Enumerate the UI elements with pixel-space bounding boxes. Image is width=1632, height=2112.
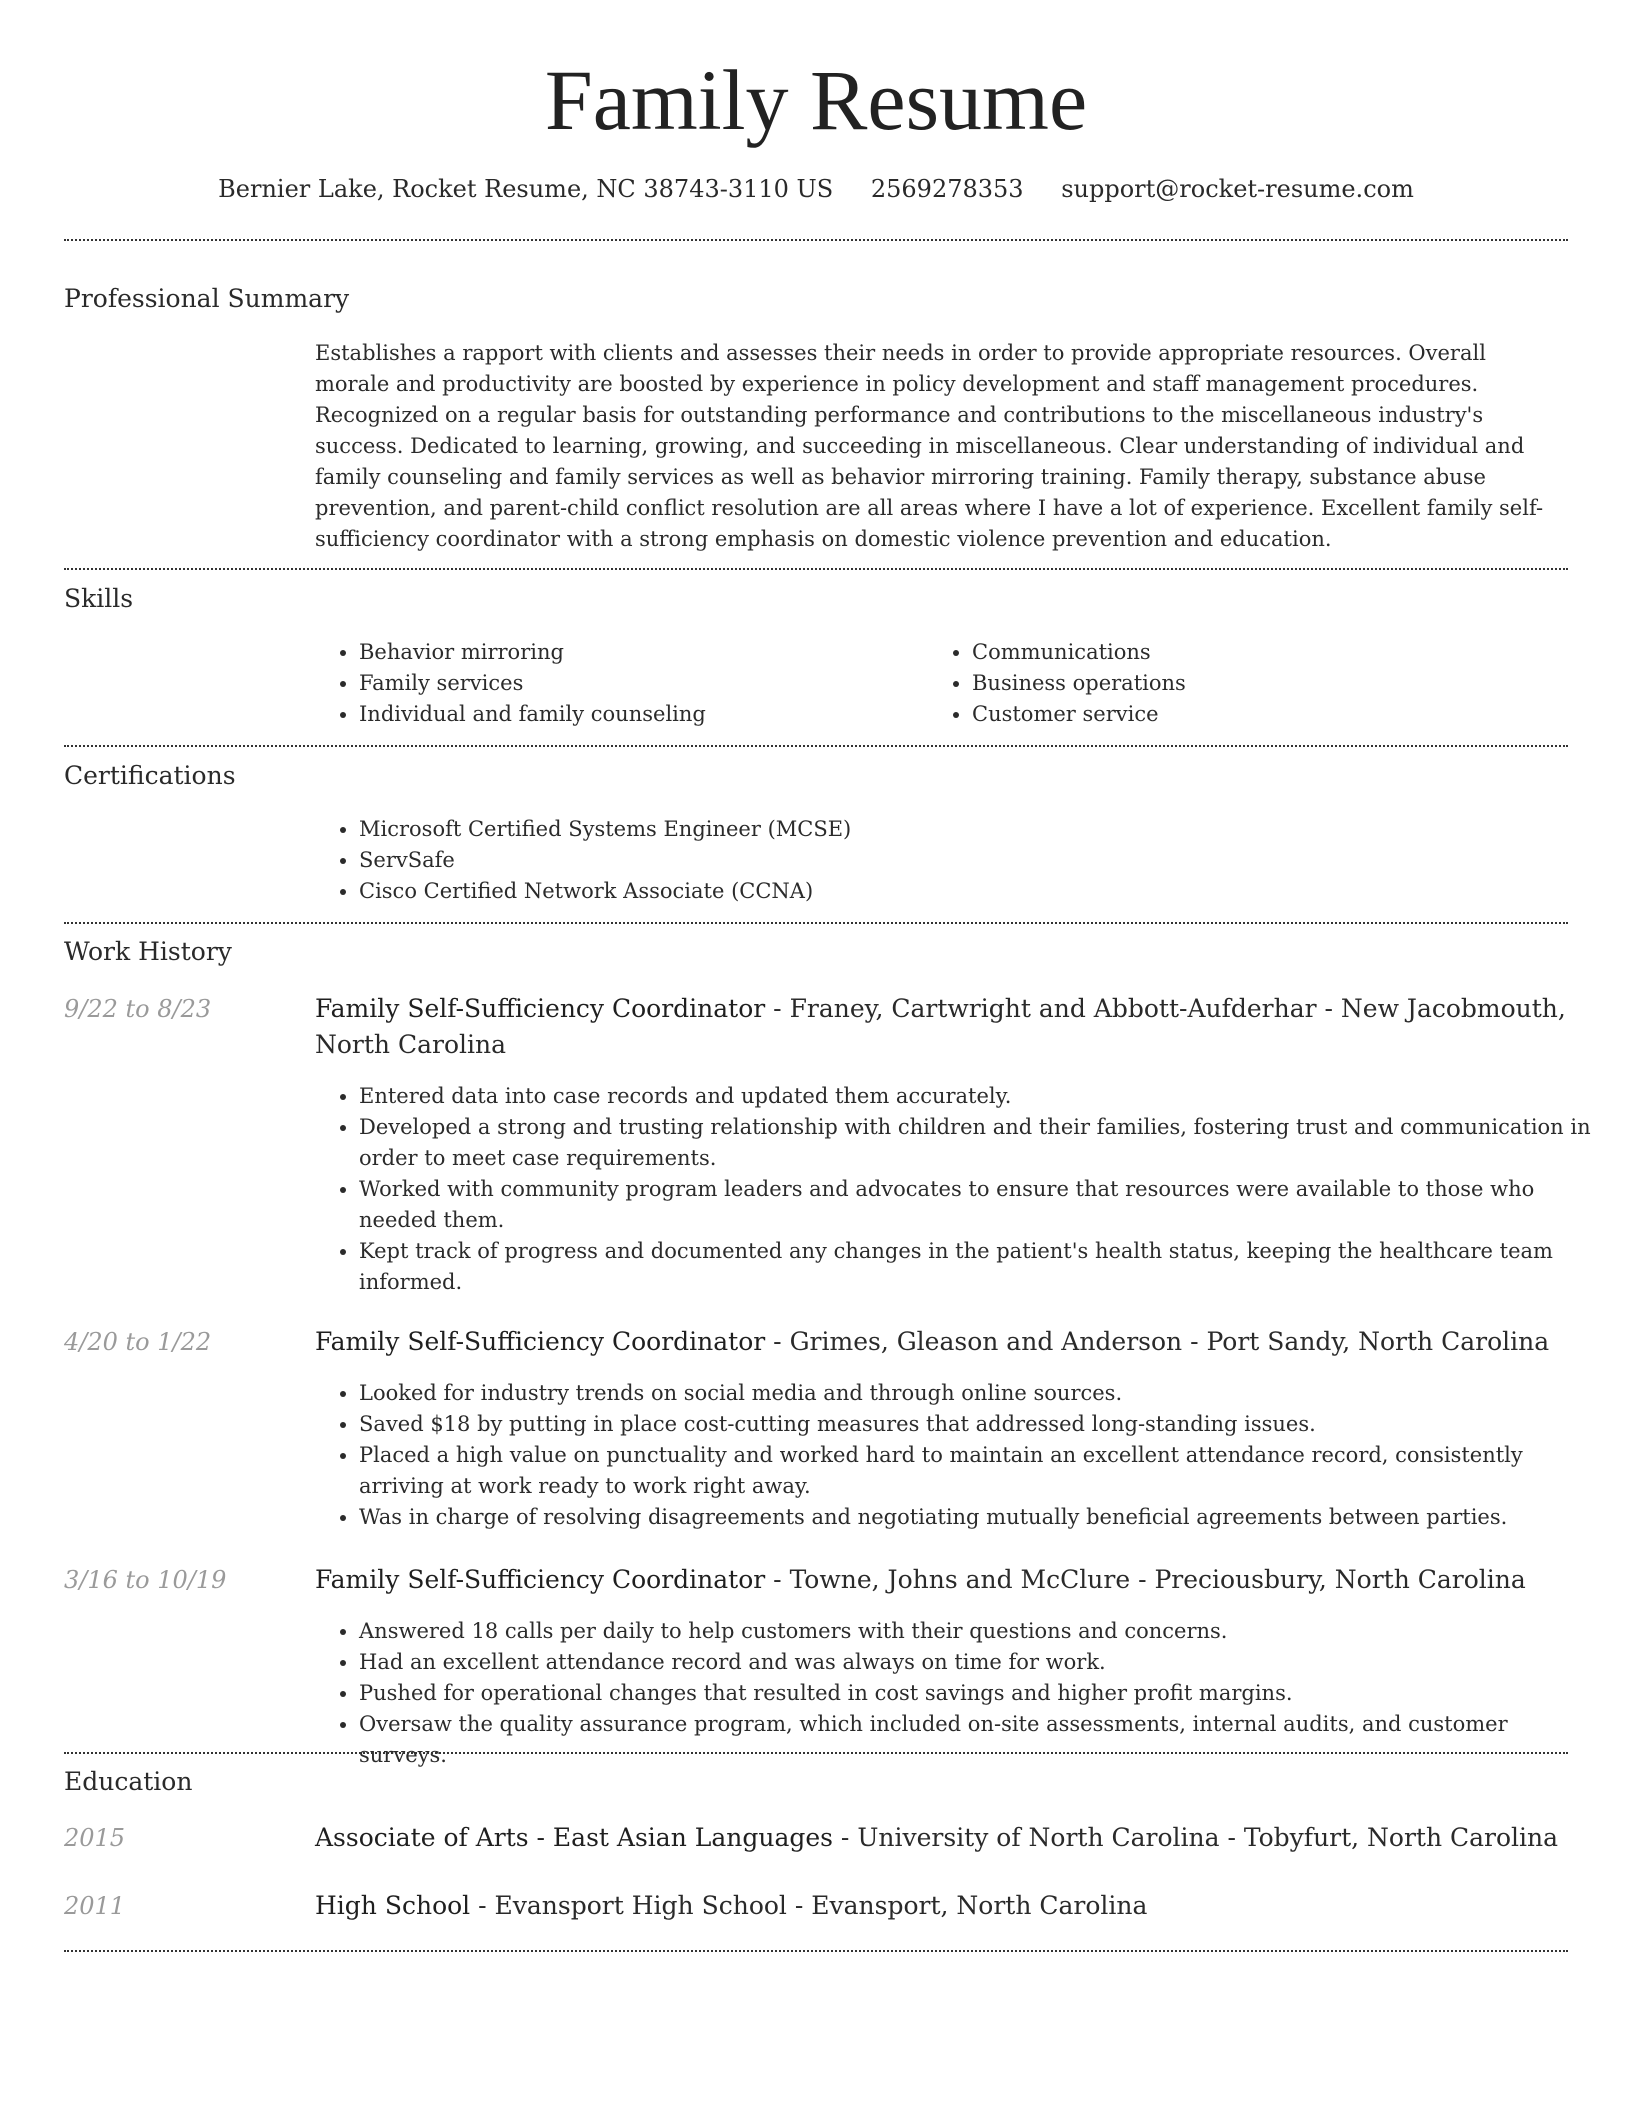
job-bullets <box>315 1378 1594 1533</box>
education-heading: Education <box>64 1767 193 1796</box>
certification-item: • Cisco Certified Network Associate (CCNA) <box>359 876 1559 907</box>
skills-heading: Skills <box>64 584 134 613</box>
job-dates: 4/20 to 1/22 <box>64 1328 212 1356</box>
certification-item: • ServSafe <box>359 845 1559 876</box>
job-bullet: • Developed a strong and trusting relationship with children and their families, fostering trust and communication in order to meet case requirements. <box>359 1112 1594 1174</box>
job-bullet: • Kept track of progress and documented any changes in the patient's health status, keeping the healthcare team informed. <box>359 1236 1594 1298</box>
certifications-list <box>315 814 1559 907</box>
section-divider <box>64 1752 1568 1754</box>
job-bullets <box>315 1616 1599 1771</box>
skill-item: • Family services <box>359 668 919 699</box>
education-details: - Evansport High School - Evansport, North Carolina <box>470 1891 1148 1920</box>
job-role: Family Self-Sufficiency Coordinator <box>315 1565 766 1594</box>
job-bullet: • Looked for industry trends on social media and through online sources. <box>359 1378 1594 1409</box>
skill-item: • Business operations <box>972 668 1572 699</box>
resume-name: Family Resume <box>544 52 1088 148</box>
work-history-heading: Work History <box>64 937 232 966</box>
education-details: - University of North Carolina - Tobyfurt, North Carolina <box>832 1823 1559 1852</box>
job-role: Family Self-Sufficiency Coordinator <box>315 994 766 1023</box>
skill-item: • Individual and family counseling <box>359 699 919 730</box>
contact-email: support@rocket-resume.com <box>1061 175 1414 203</box>
certification-item: • Microsoft Certified Systems Engineer (MCSE) <box>359 814 1559 845</box>
job-bullets <box>315 1081 1594 1298</box>
education-degree: Associate of Arts - East Asian Languages <box>315 1823 833 1852</box>
job-role: Family Self-Sufficiency Coordinator <box>315 1327 766 1356</box>
skills-list-right <box>928 637 1572 730</box>
section-divider <box>64 745 1568 747</box>
section-divider <box>64 239 1568 241</box>
education-line <box>315 1820 1570 1856</box>
job-dates: 3/16 to 10/19 <box>64 1566 227 1594</box>
contact-address: Bernier Lake, Rocket Resume, NC 38743-3110 US <box>218 175 834 203</box>
job-details: - Franey, Cartwright and Abbott-Aufderhar - New Jacobmouth, North Carolina <box>315 994 1566 1059</box>
summary-heading: Professional Summary <box>64 284 350 313</box>
job-title-line <box>315 991 1570 1063</box>
contact-line <box>0 172 1632 206</box>
job-title-line <box>315 1562 1570 1598</box>
job-bullet: • Pushed for operational changes that resulted in cost savings and higher profit margins. <box>359 1678 1599 1709</box>
education-degree: High School <box>315 1891 471 1920</box>
education-year: 2015 <box>64 1824 126 1852</box>
section-divider <box>64 1950 1568 1952</box>
job-bullet: • Was in charge of resolving disagreements and negotiating mutually beneficial agreements between parties. <box>359 1502 1594 1533</box>
skill-item: • Customer service <box>972 699 1572 730</box>
job-details: - Towne, Johns and McClure - Preciousbury, North Carolina <box>765 1565 1526 1594</box>
job-details: - Grimes, Gleason and Anderson - Port Sandy, North Carolina <box>765 1327 1550 1356</box>
job-bullet: • Oversaw the quality assurance program, which included on-site assessments, internal audits, and customer surveys. <box>359 1709 1599 1771</box>
job-bullet: • Saved $18 by putting in place cost-cutting measures that addressed long-standing issues. <box>359 1409 1594 1440</box>
job-bullet: • Worked with community program leaders and advocates to ensure that resources were available to those who needed them. <box>359 1174 1594 1236</box>
section-divider <box>64 568 1568 570</box>
contact-phone: 2569278353 <box>870 175 1024 203</box>
job-dates: 9/22 to 8/23 <box>64 995 212 1023</box>
skill-item: • Behavior mirroring <box>359 637 919 668</box>
education-line <box>315 1888 1570 1924</box>
education-year: 2011 <box>64 1892 126 1920</box>
job-bullet: • Answered 18 calls per daily to help customers with their questions and concerns. <box>359 1616 1599 1647</box>
summary-text: Establishes a rapport with clients and assesses their needs in order to provide appropriate resources. Overall morale and productivity are boosted by experience in policy development and staff management procedures. Recognized on a regular basis for outstanding performance and contributions to the miscellaneous industry's success. Dedicated to learning, growing, and succeeding in miscellaneous. Clear understanding of individual and family counseling and family services as well as behavior mirroring training. Family therapy, substance abuse prevention, and parent-child conflict resolution are all areas where I have a lot of experience. Excellent family self-sufficiency coordinator with a strong emphasis on domestic violence prevention and education. <box>315 341 1544 551</box>
job-bullet: • Entered data into case records and updated them accurately. <box>359 1081 1594 1112</box>
job-bullet: • Placed a high value on punctuality and worked hard to maintain an excellent attendance record, consistently arriving at work ready to work right away. <box>359 1440 1594 1502</box>
skills-list-left <box>315 637 919 730</box>
job-bullet: • Had an excellent attendance record and was always on time for work. <box>359 1647 1599 1678</box>
certifications-heading: Certifications <box>64 761 236 790</box>
section-divider <box>64 922 1568 924</box>
skill-item: • Communications <box>972 637 1572 668</box>
job-title-line <box>315 1324 1570 1360</box>
